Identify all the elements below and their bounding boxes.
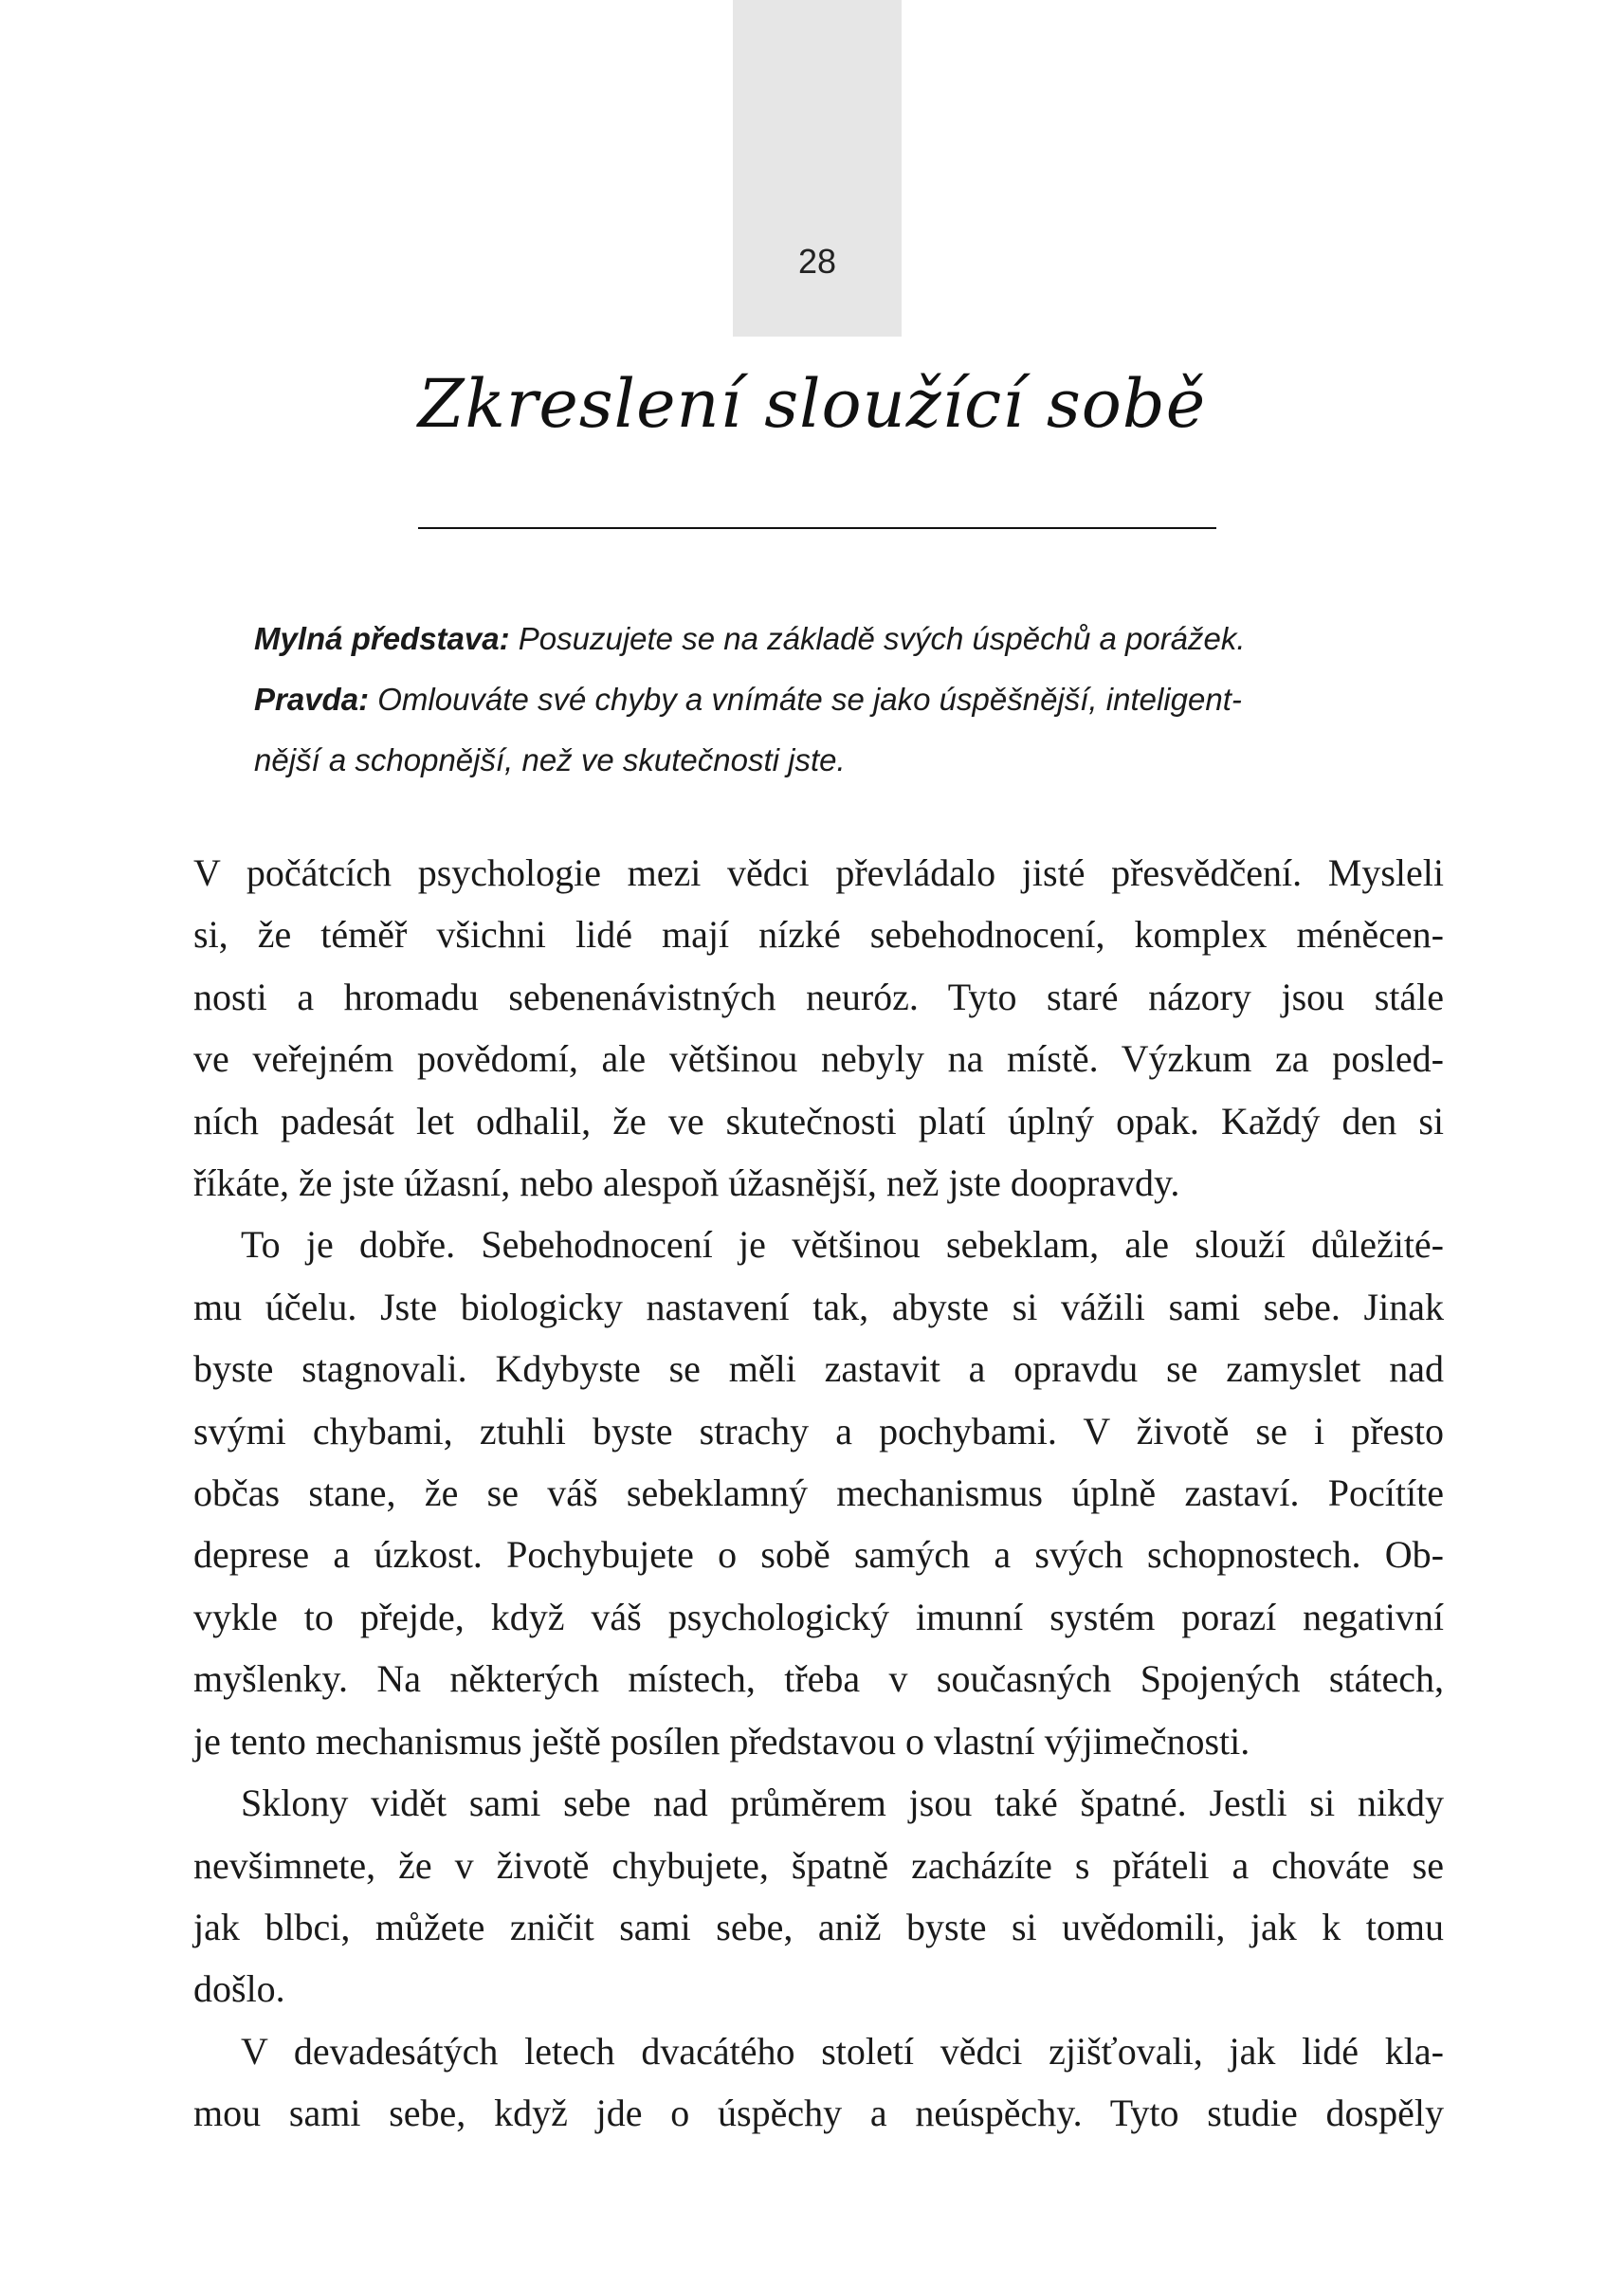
truth-line-2: nější a schopnější, než ve skutečnosti jste. xyxy=(254,742,846,777)
text-line: svými chybami, ztuhli byste strachy a pochybami. V životě se i přesto xyxy=(193,1409,1444,1453)
truth-line xyxy=(254,669,1392,730)
myth-label: Mylná představa: xyxy=(254,621,510,656)
text-line: myšlenky. Na některých místech, třeba v současných Spojených státech, xyxy=(193,1657,1444,1701)
page-number: 28 xyxy=(797,242,837,281)
text-line: deprese a úzkost. Pochybujete o sobě samých a svých schopnostech. Ob- xyxy=(193,1533,1444,1577)
text-line: byste stagnovali. Kdybyste se měli zastavit a opravdu se zamyslet nad xyxy=(193,1347,1444,1391)
text-line: nevšimnete, že v životě chybujete, špatně zacházíte s přáteli a chováte se xyxy=(193,1843,1444,1887)
text-line: vykle to přejde, když váš psychologický imunní systém porazí negativní xyxy=(193,1595,1444,1638)
text-line: Sklony vidět sami sebe nad průměrem jsou také špatné. Jestli si nikdy xyxy=(241,1782,1444,1825)
title-divider xyxy=(418,527,1216,529)
paragraph xyxy=(193,1214,1444,1772)
text-line: říkáte, že jste úžasní, nebo alespoň úžasnější, než jste doopravdy. xyxy=(193,1161,1180,1205)
text-line: je tento mechanismus ještě posílen představou o vlastní výjimečnosti. xyxy=(193,1719,1250,1763)
text-line: mou sami sebe, když jde o úspěchy a neúspěchy. Tyto studie dospěly xyxy=(193,2092,1444,2135)
truth-text: Omlouváte své chyby a vnímáte se jako úspěšnější, inteligent- xyxy=(369,682,1242,717)
text-line: jak blbci, můžete zničit sami sebe, aniž byste si uvědomili, jak k tomu xyxy=(193,1905,1444,1948)
truth-label: Pravda: xyxy=(254,682,370,717)
text-line: občas stane, že se váš sebeklamný mechanismus úplně zastaví. Pocítíte xyxy=(193,1471,1444,1515)
page-number-tab xyxy=(733,0,902,337)
paragraph xyxy=(193,842,1444,1214)
text-line: došlo. xyxy=(193,1967,285,2011)
myth-line xyxy=(254,609,1392,669)
myth-truth-box xyxy=(254,609,1392,791)
text-line: ve veřejném povědomí, ale většinou nebyly na místě. Výzkum za posled- xyxy=(193,1037,1444,1081)
text-line: nosti a hromadu sebenenávistných neuróz. Tyto staré názory jsou stále xyxy=(193,975,1444,1018)
text-line: si, že téměř všichni lidé mají nízké sebehodnocení, komplex méněcen- xyxy=(193,913,1444,957)
paragraph xyxy=(193,1772,1444,2020)
text-line: ních padesát let odhalil, že ve skutečnosti platí úplný opak. Každý den si xyxy=(193,1099,1444,1142)
chapter-title: Zkreslení sloužící sobě xyxy=(417,365,1207,443)
paragraph xyxy=(193,2020,1444,2145)
myth-text: Posuzujete se na základě svých úspěchů a porážek. xyxy=(509,621,1246,656)
text-line: V devadesátých letech dvacátého století vědci zjišťovali, jak lidé kla- xyxy=(241,2029,1444,2073)
text-line: V počátcích psychologie mezi vědci převládalo jisté přesvědčení. Mysleli xyxy=(193,851,1444,894)
body-text xyxy=(193,842,1444,2145)
text-line: To je dobře. Sebehodnocení je většinou sebeklam, ale slouží důležité- xyxy=(241,1223,1444,1267)
text-line: mu účelu. Jste biologicky nastavení tak, abyste si vážili sami sebe. Jinak xyxy=(193,1285,1444,1328)
